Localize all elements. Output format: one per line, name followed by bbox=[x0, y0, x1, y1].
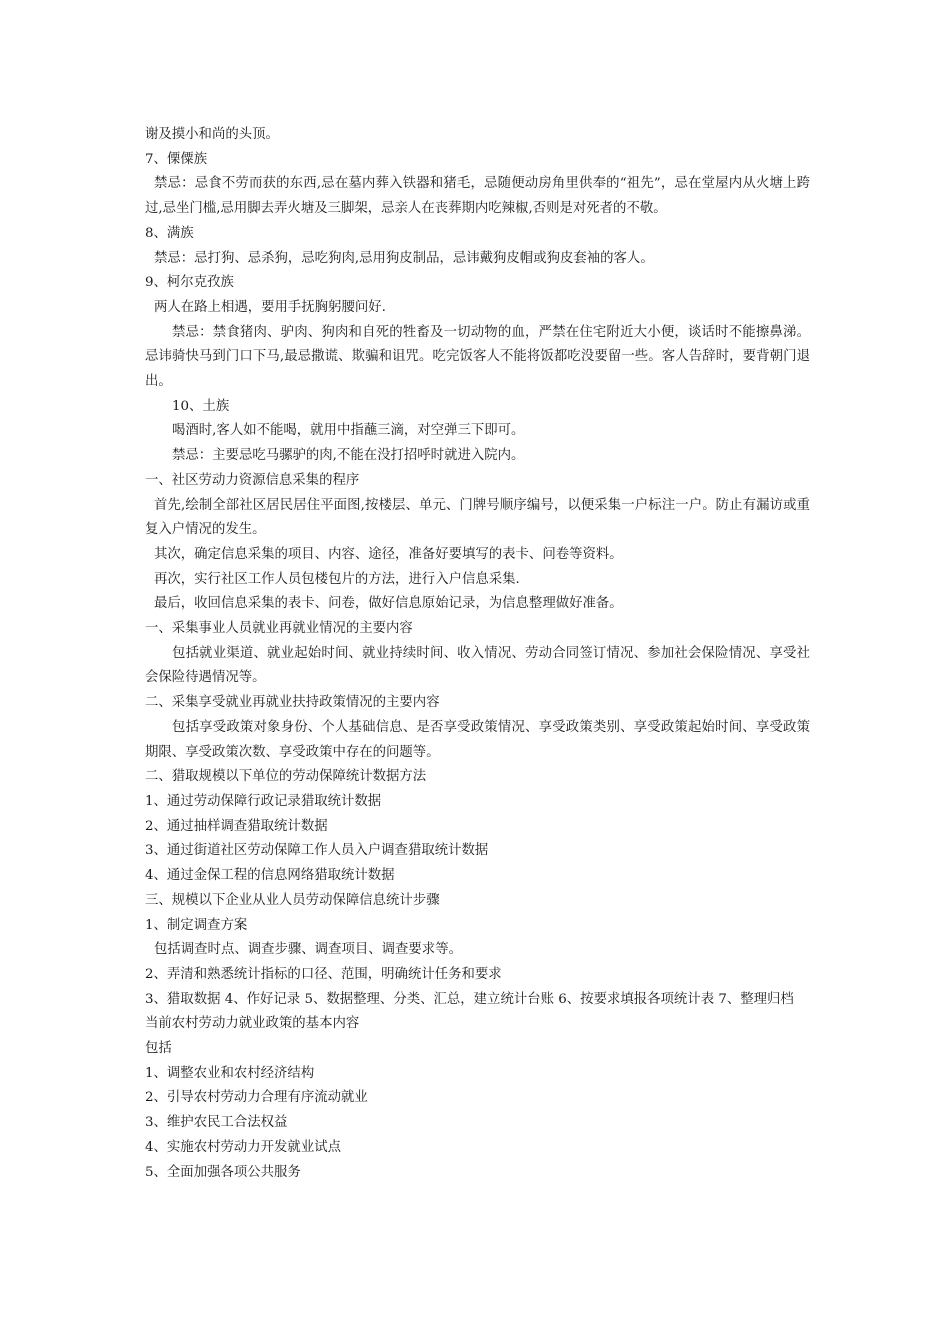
paragraph: 2、通过抽样调查猎取统计数据 bbox=[145, 818, 328, 834]
paragraph: 一、采集事业人员就业再就业情况的主要内容 bbox=[145, 621, 413, 637]
paragraph: 包括享受政策对象身份、个人基础信息、是否享受政策情况、享受政策类别、享受政策起始时间、享受政策期限、享受政策次数、享受政策中存在的问题等。 bbox=[145, 719, 810, 760]
paragraph: 8、满族 bbox=[145, 225, 194, 241]
paragraph: 1、制定调查方案 bbox=[145, 917, 248, 933]
paragraph: 喝酒时,客人如不能喝，就用中指蘸三滴，对空弹三下即可。 bbox=[172, 423, 525, 439]
paragraph: 9、柯尔克孜族 bbox=[145, 275, 234, 291]
paragraph: 二、采集享受就业再就业扶持政策情况的主要内容 bbox=[145, 695, 440, 711]
paragraph: 3、猎取数据 4、作好记录 5、数据整理、分类、汇总，建立统计台账 6、按要求填报各项统计表 7、整理归档 bbox=[145, 991, 794, 1007]
paragraph: 三、规模以下企业从业人员劳动保障信息统计步骤 bbox=[145, 892, 440, 908]
paragraph: 谢及摸小和尚的头顶。 bbox=[145, 127, 279, 142]
paragraph: 禁忌：主要忌吃马骡驴的肉,不能在没打招呼时就进入院内。 bbox=[172, 448, 525, 464]
paragraph: 包括就业渠道、就业起始时间、就业持续时间、收入情况、劳动合同签订情况、参加社会保险情况、享受社会保险待遇情况等。 bbox=[145, 645, 810, 686]
paragraph: 3、维护农民工合法权益 bbox=[145, 1115, 288, 1131]
paragraph: 其次，确定信息采集的项目、内容、途径，准备好要填写的表卡、问卷等资料。 bbox=[154, 546, 623, 562]
paragraph: 最后，收回信息采集的表卡、问卷，做好信息原始记录，为信息整理做好准备。 bbox=[154, 596, 623, 612]
paragraph: 1、调整农业和农村经济结构 bbox=[145, 1065, 315, 1081]
paragraph: 一、社区劳动力资源信息采集的程序 bbox=[145, 472, 360, 488]
paragraph: 4、实施农村劳动力开发就业试点 bbox=[145, 1139, 341, 1155]
paragraph: 二、猎取规模以下单位的劳动保障统计数据方法 bbox=[145, 769, 427, 785]
paragraph: 再次，实行社区工作人员包楼包片的方法，进行入户信息采集. bbox=[154, 571, 520, 587]
paragraph: 禁忌：忌打狗、忌杀狗，忌吃狗肉,忌用狗皮制品，忌讳戴狗皮帽或狗皮套袖的客人。 bbox=[154, 250, 654, 266]
paragraph: 两人在路上相遇，要用手抚胸躬腰问好. bbox=[154, 299, 386, 315]
paragraph: 包括调查时点、调查步骤、调查项目、调查要求等。 bbox=[154, 942, 462, 958]
paragraph: 3、通过街道社区劳动保障工作人员入户调查猎取统计数据 bbox=[145, 843, 489, 859]
paragraph: 2、弄清和熟悉统计指标的口径、范围，明确统计任务和要求 bbox=[145, 966, 502, 982]
document-page bbox=[145, 123, 810, 1185]
paragraph: 7、傈僳族 bbox=[145, 151, 208, 167]
paragraph: 2、引导农村劳动力合理有序流动就业 bbox=[145, 1090, 368, 1106]
paragraph: 禁忌：禁食猪肉、驴肉、狗肉和自死的牲畜及一切动物的血，严禁在住宅附近大小便，谈话时不能擦鼻涕。忌讳骑快马到门口下马,最忌撒谎、欺骗和诅咒。吃完饭客人不能将饭都吃没要留一些。客人告辞时，要背朝门退出。 bbox=[145, 324, 810, 390]
paragraph: 当前农村劳动力就业政策的基本内容 bbox=[145, 1016, 360, 1032]
paragraph: 包括 bbox=[145, 1041, 172, 1057]
paragraph: 首先,绘制全部社区居民居住平面图,按楼层、单元、门牌号顺序编号，以便采集一户标注一户。防止有漏访或重复入户情况的发生。 bbox=[145, 497, 810, 538]
paragraph: 1、通过劳动保障行政记录猎取统计数据 bbox=[145, 793, 382, 809]
paragraph: 10、土族 bbox=[172, 398, 230, 414]
paragraph: 禁忌：忌食不劳而获的东西,忌在墓内葬入铁器和猪毛，忌随便动房角里供奉的“祖先”，忌在堂屋内从火塘上跨过,忌坐门槛,忌用脚去弄火塘及三脚架，忌亲人在丧葬期内吃辣椒,否则是对死者的不敬。 bbox=[145, 176, 810, 217]
paragraph: 5、全面加强各项公共服务 bbox=[145, 1164, 301, 1180]
paragraph: 4、通过金保工程的信息网络猎取统计数据 bbox=[145, 868, 395, 884]
